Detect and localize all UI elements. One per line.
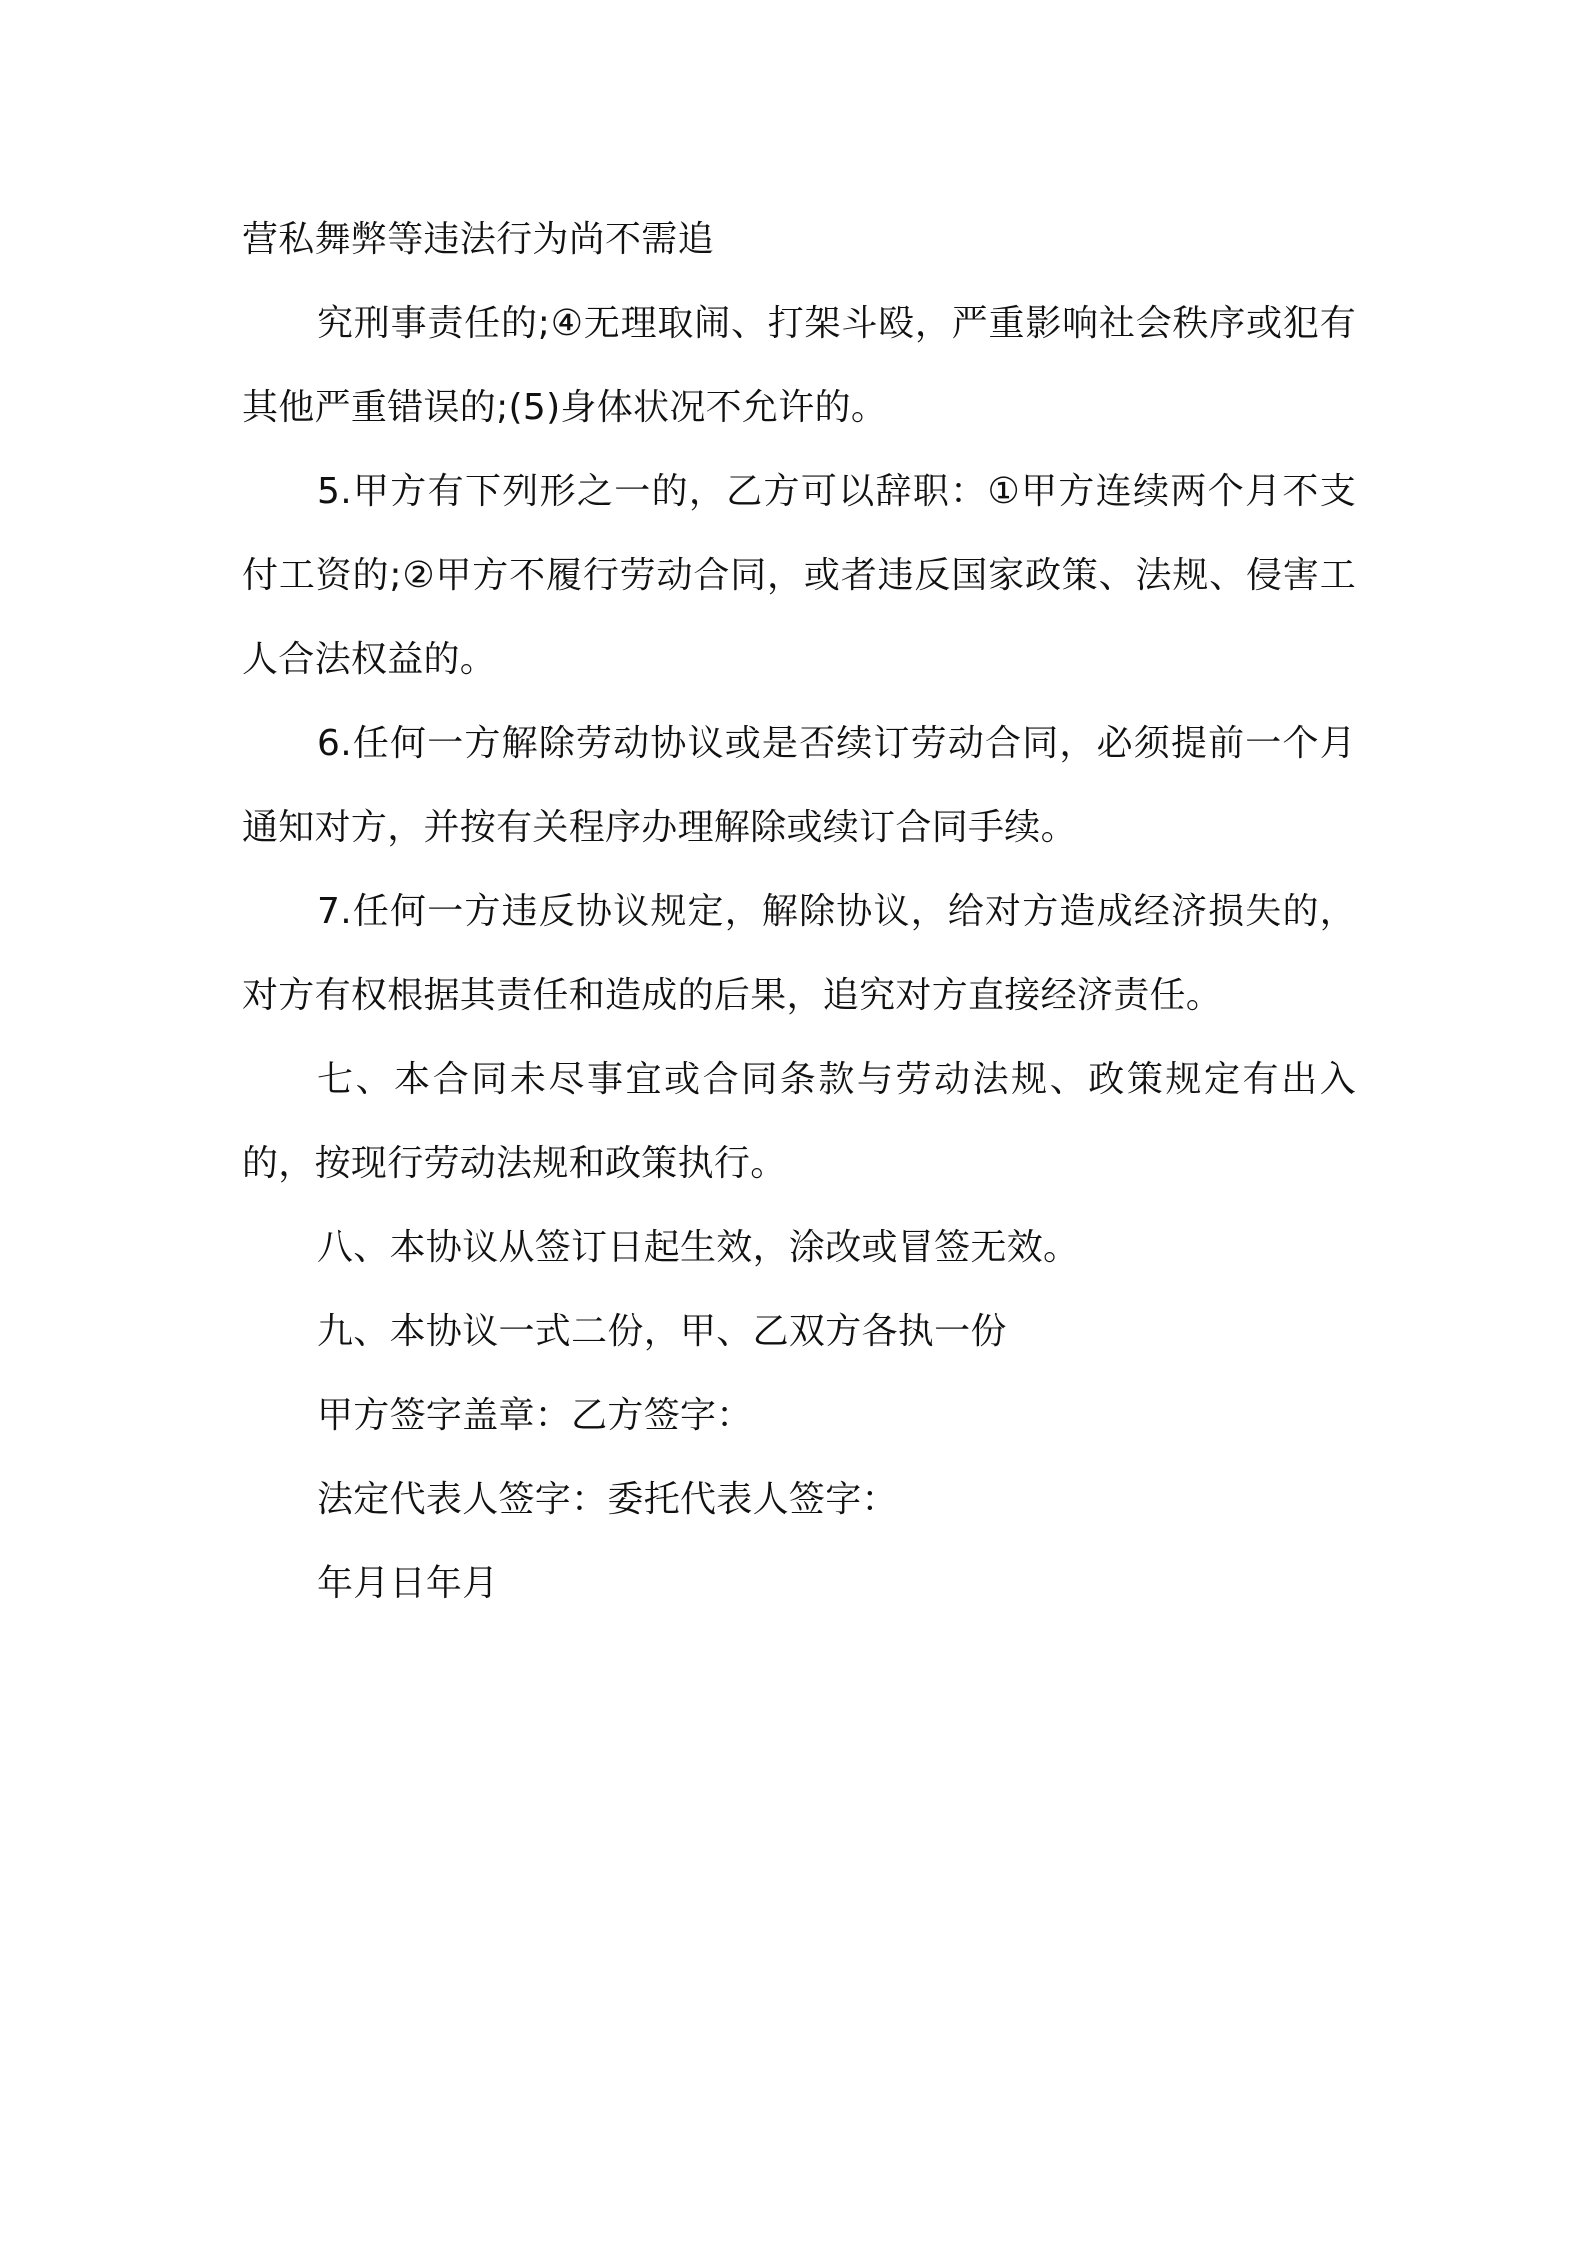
- paragraph-clause-misconduct: 究刑事责任的;④无理取闹、打架斗殴，严重影响社会秩序或犯有其他严重错误的;(5)身体状况不允许的。: [242, 303, 1356, 428]
- paragraph-article-8: 八、本协议从签订日起生效，涂改或冒签无效。: [317, 1227, 1080, 1268]
- paragraph-article-7: 七、本合同未尽事宜或合同条款与劳动法规、政策规定有出入的，按现行劳动法规和政策执行。: [242, 1059, 1356, 1184]
- paragraph-clause-6-notice: 6.任何一方解除劳动协议或是否续订劳动合同，必须提前一个月通知对方，并按有关程序办理解除或续订合同手续。: [242, 723, 1356, 848]
- signature-line-parties: 甲方签字盖章：乙方签字：: [317, 1395, 753, 1436]
- signature-line-representatives: 法定代表人签字：委托代表人签字：: [317, 1479, 898, 1520]
- date-line: 年月日年月: [317, 1563, 499, 1604]
- document-body: [242, 198, 1356, 1626]
- paragraph-article-9: 九、本协议一式二份，甲、乙双方各执一份: [317, 1311, 1007, 1352]
- paragraph-clause-7-liability: 7.任何一方违反协议规定，解除协议，给对方造成经济损失的，对方有权根据其责任和造成的后果，追究对方直接经济责任。: [242, 891, 1356, 1016]
- paragraph-continuation: 营私舞弊等违法行为尚不需追: [242, 219, 714, 260]
- paragraph-clause-5-resignation: 5.甲方有下列形之一的，乙方可以辞职：①甲方连续两个月不支付工资的;②甲方不履行劳动合同，或者违反国家政策、法规、侵害工人合法权益的。: [242, 471, 1356, 680]
